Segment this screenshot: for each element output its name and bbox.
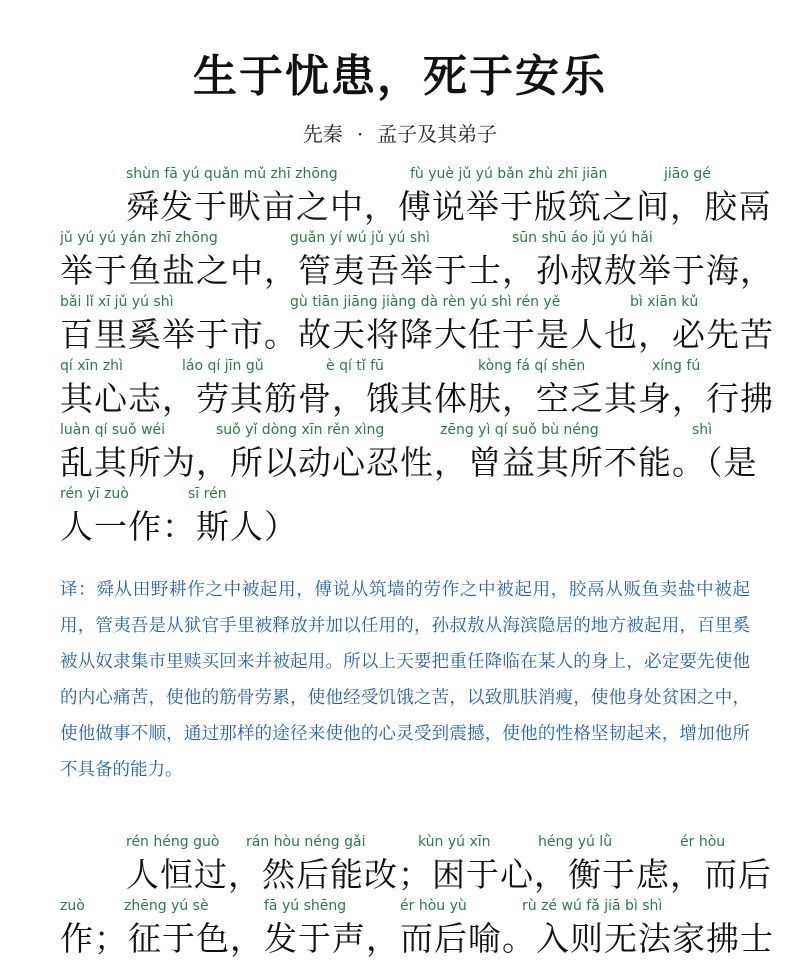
pinyin-row bbox=[60, 164, 740, 186]
poem-stanza-1 bbox=[60, 164, 774, 548]
pinyin-group: sūn shū áo jǔ yú hǎi bbox=[512, 230, 653, 246]
pinyin-row bbox=[60, 896, 740, 918]
pinyin-group: sī rén bbox=[188, 486, 227, 502]
poem-text: 其心志，劳其筋骨，饿其体肤，空乏其身，行拂 bbox=[60, 379, 774, 418]
poem-text: 举于鱼盐之中，管夷吾举于士，孙叔敖举于海， bbox=[60, 251, 774, 290]
poem-line bbox=[60, 484, 740, 548]
pinyin-group: qí xīn zhì bbox=[60, 358, 123, 374]
pinyin-group: fù yuè jǔ yú bǎn zhù zhī jiān bbox=[410, 166, 608, 182]
poem-line bbox=[60, 832, 772, 896]
pinyin-row bbox=[60, 484, 740, 506]
poem-stanza-2 bbox=[60, 832, 774, 960]
poem-text: 舜发于畎亩之中，傅说举于版筑之间，胶鬲 bbox=[126, 187, 772, 226]
pinyin-group: rán hòu néng gǎi bbox=[246, 834, 366, 850]
pinyin-group: shùn fā yú quǎn mǔ zhī zhōng bbox=[126, 166, 338, 182]
pinyin-group: jǔ yú yú yán zhī zhōng bbox=[60, 230, 218, 246]
pinyin-row bbox=[60, 356, 740, 378]
dynasty: 先秦 bbox=[302, 122, 343, 146]
poem-title: 生于忧患，死于安乐 bbox=[193, 51, 607, 102]
pinyin-group: kòng fá qí shēn bbox=[478, 358, 586, 374]
pinyin-row bbox=[60, 228, 740, 250]
pinyin-group: shì bbox=[692, 422, 713, 438]
pinyin-group: suǒ yǐ dòng xīn rěn xìng bbox=[216, 422, 385, 438]
pinyin-group: bǎi lǐ xī jǔ yú shì bbox=[60, 294, 174, 310]
pinyin-row bbox=[60, 832, 740, 854]
poem-text: 乱其所为，所以动心忍性，曾益其所不能。（是 bbox=[60, 443, 758, 482]
author-line bbox=[0, 118, 800, 147]
poem-text: 百里奚举于市。故天将降大任于是人也，必先苦 bbox=[60, 315, 774, 354]
poem-line bbox=[60, 420, 758, 484]
pinyin-group: zēng yì qí suǒ bù néng bbox=[440, 422, 599, 438]
pinyin-group: gù tiān jiāng jiàng dà rèn yú shì rén yě bbox=[290, 294, 561, 310]
poem-text: 作；征于色，发于声，而后喻。入则无法家拂士 bbox=[60, 919, 774, 958]
translation-paragraph: 译：舜从田野耕作之中被起用，傅说从筑墙的劳作之中被起用，胶鬲从贩鱼卖盐中被起用，管夷吾是从狱官手里被释放并加以任用的，孙叔敖从海滨隐居的地方被起用，百里奚被从奴隶集市里赎买回来并被起用。所以上天要把重任降临在某人的身上，必定要先使他的内心痛苦，使他的筋骨劳累，使他经受饥饿之苦，以致肌肤消瘦，使他身处贫困之中，使他做事不顺，通过那样的途径来使他的心灵受到震撼，使他的性格坚韧起来，增加他所不具备的能力。 bbox=[60, 580, 750, 780]
author-name: 孟子及其弟子 bbox=[377, 122, 498, 146]
pinyin-group: rén yī zuò bbox=[60, 486, 129, 502]
poem-line bbox=[60, 292, 774, 356]
separator-dot: · bbox=[356, 122, 364, 146]
poem-text: 人一作：斯人） bbox=[60, 507, 298, 546]
pinyin-group: héng yú lǜ bbox=[538, 834, 613, 850]
pinyin-group: fā yú shēng bbox=[264, 898, 347, 914]
poem-line bbox=[60, 164, 772, 228]
poem-line bbox=[60, 356, 774, 420]
pinyin-group: xíng fú bbox=[652, 358, 701, 374]
pinyin-group: rén héng guò bbox=[126, 834, 220, 850]
pinyin-group: kùn yú xīn bbox=[418, 834, 491, 850]
pinyin-group: bì xiān kǔ bbox=[630, 294, 699, 310]
pinyin-group: luàn qí suǒ wéi bbox=[60, 422, 166, 438]
poem-text: 人恒过，然后能改；困于心，衡于虑，而后 bbox=[126, 855, 772, 894]
pinyin-group: láo qí jīn gǔ bbox=[182, 358, 264, 374]
pinyin-group: jiāo gé bbox=[664, 166, 711, 182]
pinyin-row bbox=[60, 292, 740, 314]
pinyin-group: è qí tǐ fū bbox=[326, 358, 384, 374]
pinyin-group: ér hòu yù bbox=[400, 898, 467, 914]
poem-line bbox=[60, 896, 774, 960]
pinyin-row bbox=[60, 420, 740, 442]
pinyin-group: zhēng yú sè bbox=[124, 898, 209, 914]
pinyin-group: rù zé wú fǎ jiā bì shì bbox=[522, 898, 663, 914]
pinyin-group: zuò bbox=[60, 898, 85, 914]
pinyin-group: guǎn yí wú jǔ yú shì bbox=[290, 230, 430, 246]
poem-line bbox=[60, 228, 774, 292]
pinyin-group: ér hòu bbox=[680, 834, 726, 850]
